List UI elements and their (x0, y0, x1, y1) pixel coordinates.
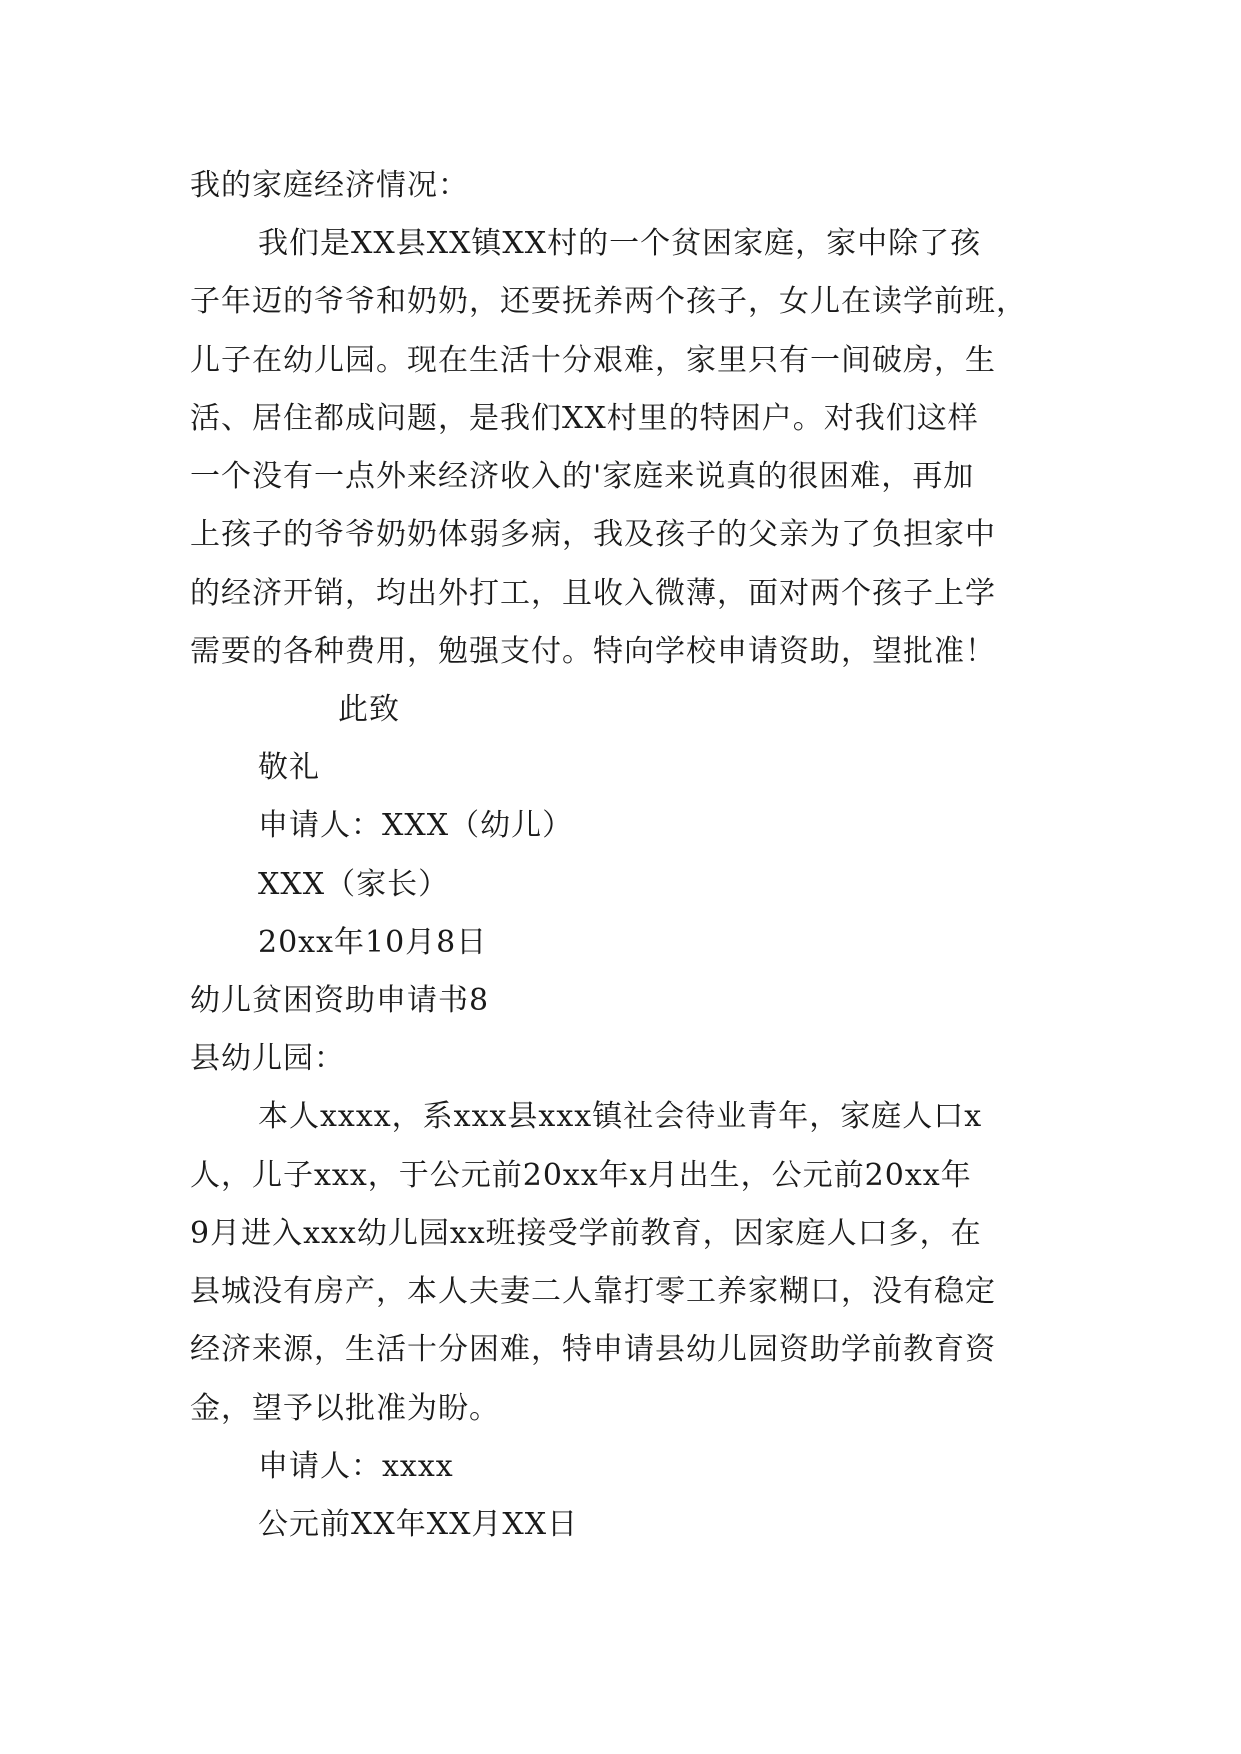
applicant-signature: 申请人：XXX（幼儿） (258, 808, 574, 843)
paragraph-line: 经济来源，生活十分困难，特申请县幼儿园资助学前教育资 (190, 1332, 996, 1367)
section-heading-family-economy: 我的家庭经济情况： (190, 168, 469, 203)
paragraph-line: 的经济开销，均出外打工，且收入微薄，面对两个孩子上学 (190, 576, 996, 611)
paragraph-line: 一个没有一点外来经济收入的'家庭来说真的很困难，再加 (190, 459, 975, 494)
signature-date-2: 公元前XX年XX月XX日 (258, 1507, 579, 1542)
paragraph-line: 我们是XX县XX镇XX村的一个贫困家庭，家中除了孩 (258, 226, 982, 261)
paragraph-line: 上孩子的爷爷奶奶体弱多病，我及孩子的父亲为了负担家中 (190, 517, 996, 552)
paragraph-line: 需要的各种费用，勉强支付。特向学校申请资助，望批准！ (190, 634, 996, 669)
closing-respect: 敬礼 (258, 750, 320, 785)
paragraph-line: 活、居住都成问题，是我们XX村里的特困户。对我们这样 (190, 401, 979, 436)
applicant-signature-2: 申请人：xxxx (258, 1449, 454, 1484)
paragraph-line: 金，望予以批准为盼。 (190, 1391, 500, 1426)
paragraph-line: 县城没有房产，本人夫妻二人靠打零工养家糊口，没有稳定 (190, 1274, 996, 1309)
recipient-line: 县幼儿园： (190, 1041, 345, 1076)
paragraph-line: 儿子在幼儿园。现在生活十分艰难，家里只有一间破房，生 (190, 343, 996, 378)
parent-signature: XXX（家长） (258, 867, 450, 902)
signature-date: 20xx年10月8日 (258, 925, 488, 960)
paragraph-line: 子年迈的爷爷和奶奶，还要抚养两个孩子，女儿在读学前班， (190, 284, 1027, 319)
letter-title: 幼儿贫困资助申请书8 (190, 983, 490, 1018)
paragraph-line: 人，儿子xxx，于公元前20xx年x月出生，公元前20xx年 (190, 1158, 972, 1193)
paragraph-line: 本人xxxx，系xxx县xxx镇社会待业青年，家庭人口x (258, 1099, 983, 1134)
paragraph-line: 9月进入xxx幼儿园xx班接受学前教育，因家庭人口多，在 (190, 1216, 982, 1251)
closing-salutation: 此致 (338, 692, 400, 727)
